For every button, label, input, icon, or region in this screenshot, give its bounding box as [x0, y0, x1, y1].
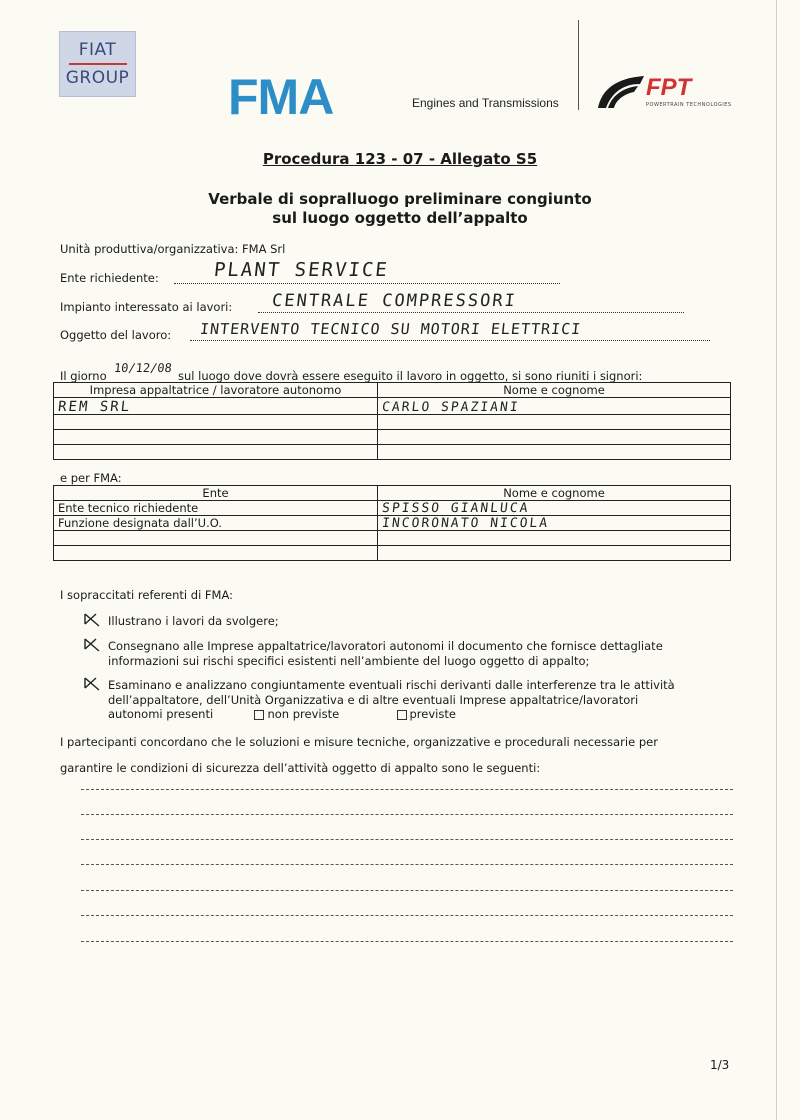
check-mark-icon	[82, 637, 102, 653]
table-cell[interactable]	[378, 501, 731, 516]
writing-line[interactable]	[81, 890, 733, 891]
non-previste-label: non previste	[267, 707, 340, 721]
table-cell: Ente tecnico richiedente	[54, 501, 378, 516]
writing-line[interactable]	[81, 941, 733, 942]
table-row	[54, 415, 731, 430]
fpt-logo-subtitle: POWERTRAIN TECHNOLOGIES	[646, 102, 732, 108]
table-row	[54, 531, 731, 546]
document-title-line1: Verbale di sopralluogo preliminare congiunto	[208, 190, 592, 208]
imprese-table	[53, 382, 731, 460]
giorno-prefix: Il giorno	[60, 369, 107, 383]
item3-check-mark[interactable]	[82, 676, 102, 696]
item1-check-mark[interactable]	[82, 612, 102, 632]
table-cell[interactable]	[378, 430, 731, 445]
table-header-cell: Ente	[54, 486, 378, 501]
oggetto-label: Oggetto del lavoro:	[60, 328, 172, 342]
page-edge-line	[776, 0, 777, 1120]
ente-richiedente-label: Ente richiedente:	[60, 271, 159, 285]
table-cell[interactable]	[54, 398, 378, 415]
fiat-group-logo	[59, 31, 136, 97]
table-cell: Funzione designata dall’U.O.	[54, 516, 378, 531]
page-number: 1/3	[710, 1058, 730, 1072]
fma-logo: FMA	[228, 69, 334, 125]
item3-text	[108, 678, 738, 722]
previste-label: previste	[409, 707, 456, 721]
item3-autonomi: autonomi presenti	[108, 707, 214, 721]
table-cell[interactable]	[378, 445, 731, 460]
table-cell[interactable]	[378, 546, 731, 561]
table-row	[54, 516, 731, 531]
table-cell[interactable]	[54, 546, 378, 561]
oggetto-value[interactable]: INTERVENTO TECNICO SU MOTORI ELETTRICI	[199, 320, 583, 338]
item3-line2: dell’appaltatore, dell’Unità Organizzativa e di altre eventuali Imprese appaltatrice/lavoratori	[108, 692, 639, 707]
table-cell[interactable]	[378, 415, 731, 430]
partecipanti-line1: I partecipanti concordano che le soluzioni e misure tecniche, organizzative e procedurali necessarie per	[60, 735, 658, 749]
impianto-value[interactable]: CENTRALE COMPRESSORI	[270, 291, 518, 311]
table-row	[54, 430, 731, 445]
previste-checkbox[interactable]	[397, 710, 407, 720]
ente-richiedente-value[interactable]: PLANT SERVICE	[212, 259, 390, 281]
table-header-cell: Nome e cognome	[378, 383, 731, 398]
writing-line[interactable]	[81, 814, 733, 815]
giorno-date[interactable]: 10/12/08	[113, 361, 173, 375]
check-mark-icon	[82, 676, 102, 692]
item3-line3	[108, 707, 738, 722]
item2-line2: informazioni sui rischi specifici esistenti nell’ambiente del luogo oggetto di appalto;	[108, 653, 590, 668]
giorno-suffix: sul luogo dove dovrà essere eseguito il lavoro in oggetto, si sono riuniti i signori:	[178, 369, 643, 383]
procedure-heading: Procedura 123 - 07 - Allegato S5	[262, 150, 538, 168]
table-header-cell: Impresa appaltatrice / lavoratore autonomo	[54, 383, 378, 398]
referenti-heading: I sopraccitati referenti di FMA:	[60, 588, 234, 602]
table-row	[54, 501, 731, 516]
table-row	[54, 445, 731, 460]
per-fma-label: e per FMA:	[60, 471, 122, 485]
partecipanti-line2: garantire le condizioni di sicurezza dell’attività oggetto di appalto sono le seguenti:	[60, 761, 541, 775]
table-cell[interactable]	[54, 445, 378, 460]
item3-line1: Esaminano e analizzano congiuntamente eventuali rischi derivanti dalle interferenze tra le attività	[108, 678, 675, 692]
table-cell[interactable]	[54, 531, 378, 546]
writing-line[interactable]	[81, 789, 733, 790]
check-mark-icon	[82, 612, 102, 628]
nome-value: INCORONATO NICOLA	[381, 516, 550, 531]
table-header-cell: Nome e cognome	[378, 486, 731, 501]
writing-line[interactable]	[81, 839, 733, 840]
fiat-logo-text: FIAT	[78, 40, 117, 60]
engines-transmissions-text: Engines and Transmissions	[412, 96, 559, 110]
nome-value: SPISSO GIANLUCA	[381, 501, 531, 516]
table-cell[interactable]	[54, 430, 378, 445]
item2-line1: Consegnano alle Imprese appaltatrice/lavoratori autonomi il documento che fornisce dettagliate	[108, 639, 663, 653]
unita-produttiva-line: Unità produttiva/organizzativa: FMA Srl	[60, 242, 286, 256]
nome-value: CARLO SPAZIANI	[381, 400, 521, 415]
fpt-swoosh-icon	[594, 72, 646, 112]
fiat-logo-bar	[69, 63, 127, 65]
document-title-line2: sul luogo oggetto dell’appalto	[272, 209, 528, 227]
group-logo-text: GROUP	[65, 68, 130, 88]
writing-line[interactable]	[81, 915, 733, 916]
item2-check-mark[interactable]	[82, 637, 102, 657]
item1-text: Illustrano i lavori da svolgere;	[108, 614, 279, 628]
fpt-logo-text: FPT	[646, 74, 692, 101]
table-cell[interactable]	[378, 531, 731, 546]
table-cell[interactable]	[378, 516, 731, 531]
non-previste-checkbox[interactable]	[254, 710, 264, 720]
table-row	[54, 546, 731, 561]
fpt-logo	[594, 72, 742, 112]
fma-table	[53, 485, 731, 561]
table-cell[interactable]	[378, 398, 731, 415]
impresa-value: REM SRL	[57, 399, 132, 415]
writing-line[interactable]	[81, 864, 733, 865]
table-header-row	[54, 486, 731, 501]
table-row	[54, 398, 731, 415]
table-cell[interactable]	[54, 415, 378, 430]
table-header-row	[54, 383, 731, 398]
header-divider	[578, 20, 579, 110]
impianto-label: Impianto interessato ai lavori:	[60, 300, 233, 314]
item2-text	[108, 639, 738, 668]
